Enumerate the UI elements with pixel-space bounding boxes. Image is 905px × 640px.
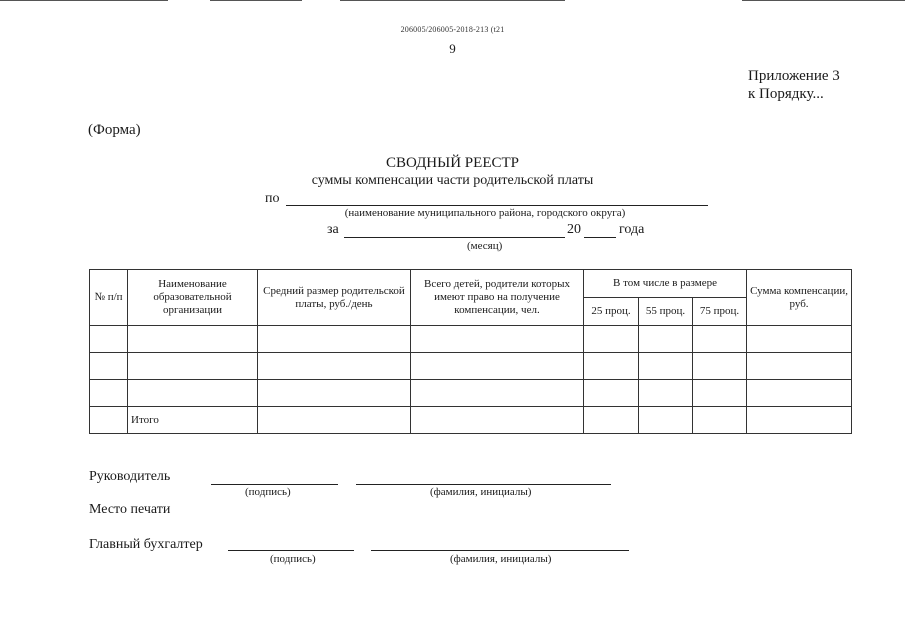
top-edge-mark (0, 0, 168, 1)
table-cell (693, 407, 747, 434)
municipality-caption: (наименование муниципального района, городского округа) (344, 207, 626, 219)
header-compensation-sum: Сумма компенсации, руб. (747, 270, 852, 326)
document-subtitle: суммы компенсации части родительской платы (311, 173, 594, 188)
table-cell (747, 326, 852, 353)
table-cell (258, 326, 411, 353)
table-cell (258, 380, 411, 407)
table-cell (90, 380, 128, 407)
table-row (90, 380, 852, 407)
table-cell (128, 326, 258, 353)
table-cell (639, 407, 693, 434)
table-cell (747, 353, 852, 380)
table-cell (411, 326, 584, 353)
header-average-fee: Средний размер родительской платы, руб./день (258, 270, 411, 326)
table-cell (411, 407, 584, 434)
table-cell (747, 407, 852, 434)
form-label: (Форма) (88, 122, 141, 138)
year-prefix: 20 (567, 222, 581, 237)
accountant-name-line (371, 550, 629, 551)
top-edge-mark (210, 0, 302, 1)
table-cell (693, 353, 747, 380)
accountant-name-caption: (фамилия, инициалы) (450, 553, 552, 565)
accountant-signature-line (228, 550, 354, 551)
table-cell (584, 353, 639, 380)
head-signature-line (211, 484, 338, 485)
table-cell (584, 326, 639, 353)
page-number: 9 (449, 41, 456, 56)
header-25-percent: 25 проц. (584, 298, 639, 326)
accountant-label: Главный бухгалтер (89, 537, 203, 552)
head-label: Руководитель (89, 469, 171, 484)
table-cell (639, 353, 693, 380)
year-suffix: года (619, 222, 645, 237)
table-cell (90, 326, 128, 353)
table-cell (411, 380, 584, 407)
table-cell (747, 380, 852, 407)
document-id: 206005/206005-2018-213 (t21 (400, 25, 505, 34)
table-cell (584, 407, 639, 434)
table-cell (90, 353, 128, 380)
table-row (90, 353, 852, 380)
top-edge-mark (340, 0, 565, 1)
stamp-label: Место печати (89, 502, 171, 517)
table-cell (693, 380, 747, 407)
municipality-field-line (286, 205, 708, 206)
head-name-caption: (фамилия, инициалы) (430, 486, 532, 498)
table-cell (258, 353, 411, 380)
head-signature-caption: (подпись) (245, 486, 291, 498)
appendix-line-2: к Порядку... (748, 86, 824, 102)
appendix-note (748, 67, 840, 103)
header-75-percent: 75 проц. (693, 298, 747, 326)
po-label: по (265, 191, 280, 206)
appendix-line-1: Приложение 3 (748, 68, 840, 84)
header-children-count: Всего детей, родители которых имеют право на получение компенсации, чел. (411, 270, 584, 326)
table-cell (90, 407, 128, 434)
table-cell (693, 326, 747, 353)
header-number: № п/п (90, 270, 128, 326)
table-cell (639, 326, 693, 353)
month-caption: (месяц) (467, 240, 503, 252)
table-cell (639, 380, 693, 407)
header-organization: Наименование образовательной организации (128, 270, 258, 326)
register-table (89, 269, 852, 434)
accountant-signature-caption: (подпись) (270, 553, 316, 565)
month-field-line (344, 237, 565, 238)
total-label: Итого (128, 407, 258, 434)
head-name-line (356, 484, 611, 485)
table-cell (411, 353, 584, 380)
table-cell (128, 353, 258, 380)
header-including-group: В том числе в размере (584, 270, 747, 298)
table-cell (584, 380, 639, 407)
year-field-line (584, 237, 616, 238)
table-total-row (90, 407, 852, 434)
table-cell (128, 380, 258, 407)
table-cell (258, 407, 411, 434)
table-row (90, 326, 852, 353)
top-edge-mark (742, 0, 905, 1)
za-label: за (327, 222, 339, 237)
header-55-percent: 55 проц. (639, 298, 693, 326)
document-title: СВОДНЫЙ РЕЕСТР (385, 155, 519, 171)
